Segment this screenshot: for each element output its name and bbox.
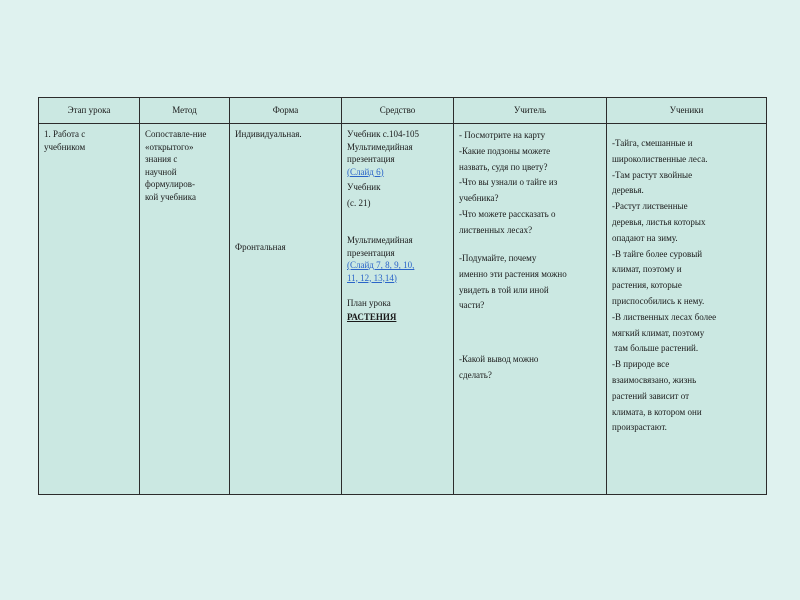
table-row (39, 124, 767, 495)
teacher-line: -Какие подзоны можете (459, 145, 551, 156)
pupils-line: -Тайга, смешанные и (612, 138, 693, 148)
teacher-line: лиственных лесах? (459, 224, 533, 235)
header-pupils: Ученики (607, 98, 767, 124)
slides-7-14-link-cont[interactable]: 11, 12, 13,14) (347, 272, 397, 283)
pupils-line: деревья. (612, 185, 644, 196)
pupils-line: -В природе все (612, 359, 670, 370)
pupils-line: -Там растут хвойные (612, 169, 693, 180)
pupils-line: климата, в котором они (612, 406, 702, 417)
teacher-line: назвать, судя по цвету? (459, 161, 548, 172)
pupils-line: -В тайге более суровый (612, 248, 703, 259)
teacher-line: -Подумайте, почему (459, 253, 537, 264)
form-individual: Индивидуальная. (235, 129, 302, 139)
cell-teacher (454, 124, 607, 495)
method-line: Сопоставле-ние (145, 129, 207, 139)
pupils-line: опадают на зиму. (612, 232, 678, 243)
method-line: «открытого» (145, 141, 194, 152)
lesson-plan-plants: РАСТЕНИЯ (347, 312, 397, 322)
pupils-line: климат, поэтому и (612, 264, 682, 275)
cell-means (342, 124, 454, 495)
pupils-line: -В лиственных лесах более (612, 311, 717, 322)
stage-line: учебником (44, 141, 86, 152)
teacher-line: -Что вы узнали о тайге из (459, 177, 558, 188)
means-line: презентация (347, 247, 395, 258)
means-line: Учебник с.104-105 (347, 129, 419, 139)
teacher-line: -Какой вывод можно (459, 353, 539, 364)
method-line: формулиров- (145, 179, 196, 189)
method-line: знания с (145, 154, 178, 164)
means-line: Учебник (347, 182, 381, 192)
header-method: Метод (140, 98, 230, 124)
cell-form (230, 124, 342, 495)
pupils-line: произрастают. (612, 422, 667, 433)
header-teacher: Учитель (454, 98, 607, 124)
pupils-line: -Растут лиственные (612, 201, 688, 212)
form-frontal: Фронтальная (235, 241, 286, 252)
teacher-line: именно эти растения можно (459, 268, 567, 279)
cell-method (140, 124, 230, 495)
teacher-line: увидеть в той или иной (459, 284, 549, 295)
header-form: Форма (230, 98, 342, 124)
means-line: презентация (347, 154, 395, 164)
means-line: Мультимедийная (347, 235, 413, 245)
method-line: научной (145, 166, 177, 177)
means-line: План урока (347, 297, 391, 308)
pupils-line: взаимосвязано, жизнь (612, 374, 697, 385)
means-line: (с. 21) (347, 197, 371, 208)
lesson-plan-table (38, 97, 767, 495)
header-stage: Этап урока (39, 98, 140, 124)
teacher-line: сделать? (459, 369, 492, 380)
cell-pupils (607, 124, 767, 495)
pupils-line: растений зависит от (612, 390, 690, 401)
pupils-line: приспособились к нему. (612, 295, 705, 306)
teacher-line: -Что можете рассказать о (459, 208, 556, 219)
pupils-line: деревья, листья которых (612, 216, 706, 227)
method-line: кой учебника (145, 191, 196, 202)
teacher-line: части? (459, 300, 485, 311)
teacher-line: учебника? (459, 193, 499, 204)
stage-line: 1. Работа с (44, 129, 86, 139)
teacher-line: - Посмотрите на карту (459, 130, 546, 140)
slide-6-link[interactable]: (Слайд 6) (347, 166, 384, 177)
pupils-line: мягкий климат, поэтому (612, 327, 705, 338)
slides-7-14-link[interactable]: (Слайд 7, 8, 9, 10, (347, 260, 415, 270)
pupils-line: там больше растений. (612, 343, 699, 354)
pupils-line: широколиственные леса. (612, 153, 708, 164)
means-line: Мультимедийная (347, 141, 413, 152)
header-means: Средство (342, 98, 454, 124)
table-header-row (39, 98, 767, 124)
pupils-line: растения, которые (612, 280, 682, 291)
cell-stage (39, 124, 140, 495)
